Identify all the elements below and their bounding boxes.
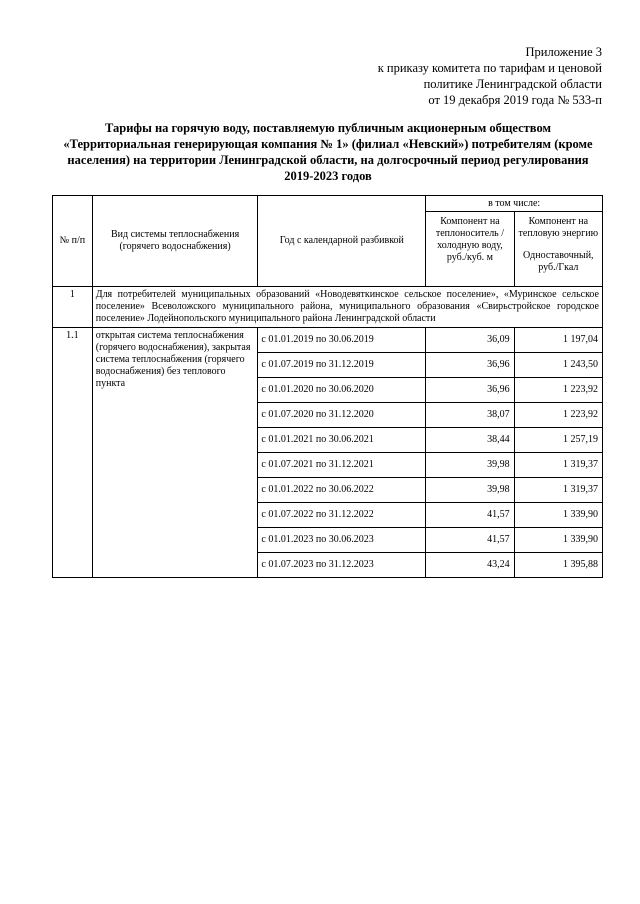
appendix-header [300,44,602,108]
row-period: с 01.01.2022 по 30.06.2022 [258,478,426,503]
tariff-table [52,195,603,578]
header-num: № п/п [53,196,93,287]
row-period: с 01.01.2021 по 30.06.2021 [258,428,426,453]
row-heat-value: 1 339,90 [514,503,602,528]
row-coolant-value: 43,24 [426,553,514,578]
header-single-rate-label: Одноставочный, руб./Гкал [523,250,594,273]
row-period: с 01.07.2019 по 31.12.2019 [258,353,426,378]
title-line-3: населения) на территории Ленинградской области, на долгосрочный период регулирования [67,153,589,167]
row-period: с 01.01.2023 по 30.06.2023 [258,528,426,553]
row-coolant-value: 41,57 [426,503,514,528]
document-title [48,120,608,184]
header-heat-component-label: Компонент на тепловую энергию [518,216,599,239]
row-period: с 01.07.2023 по 31.12.2023 [258,553,426,578]
row-period: с 01.07.2021 по 31.12.2021 [258,453,426,478]
row-heat-value: 1 197,04 [514,328,602,353]
header-spacer [518,240,599,250]
row-heat-value: 1 223,92 [514,403,602,428]
group-row [53,287,603,328]
row-period: с 01.01.2020 по 30.06.2020 [258,378,426,403]
row-period: с 01.01.2019 по 30.06.2019 [258,328,426,353]
header-system-kind: Вид системы теплоснабжения (горячего водоснабжения) [92,196,258,287]
row-heat-value: 1 319,37 [514,453,602,478]
row-period: с 01.07.2020 по 31.12.2020 [258,403,426,428]
table-header-row [53,196,603,212]
group-num: 1 [53,287,93,328]
table-row [53,328,603,353]
row-coolant-value: 36,09 [426,328,514,353]
row-heat-value: 1 319,37 [514,478,602,503]
appendix-order-line-2: политике Ленинградской области [423,77,602,91]
title-line-4: 2019-2023 годов [284,169,372,183]
header-period: Год с календарной разбивкой [258,196,426,287]
header-including: в том числе: [426,196,603,212]
item-system-kind: открытая система теплоснабжения (горячего водоснабжения), закрытая система теплоснабжения (горячего водоснабжения) без теплового пункта [92,328,258,578]
appendix-order-date: от 19 декабря 2019 года № 533-п [428,93,602,107]
row-coolant-value: 41,57 [426,528,514,553]
row-period: с 01.07.2022 по 31.12.2022 [258,503,426,528]
row-coolant-value: 38,07 [426,403,514,428]
row-coolant-value: 36,96 [426,378,514,403]
row-heat-value: 1 243,50 [514,353,602,378]
header-heat-component [514,212,602,287]
row-coolant-value: 39,98 [426,453,514,478]
row-heat-value: 1 223,92 [514,378,602,403]
row-coolant-value: 39,98 [426,478,514,503]
appendix-number: Приложение 3 [525,45,602,59]
title-line-1: Тарифы на горячую воду, поставляемую публичным акционерным обществом [104,121,551,135]
row-heat-value: 1 339,90 [514,528,602,553]
appendix-order-line-1: к приказу комитета по тарифам и ценовой [377,61,602,75]
row-heat-value: 1 395,88 [514,553,602,578]
row-coolant-value: 36,96 [426,353,514,378]
row-coolant-value: 38,44 [426,428,514,453]
item-num: 1.1 [53,328,93,578]
header-coolant-component: Компонент на теплоноситель / холодную воду, руб./куб. м [426,212,514,287]
group-description: Для потребителей муниципальных образований «Новодевяткинское сельское поселение», «Муринское сельское поселение» Всеволожского муниципального района, муниципального образования «Свирьстройское городское поселение» Лодейнопольского муниципального района Ленинградской области [92,287,602,328]
row-heat-value: 1 257,19 [514,428,602,453]
title-line-2: «Территориальная генерирующая компания № 1» (филиал «Невский») потребителям (кроме [63,137,593,151]
